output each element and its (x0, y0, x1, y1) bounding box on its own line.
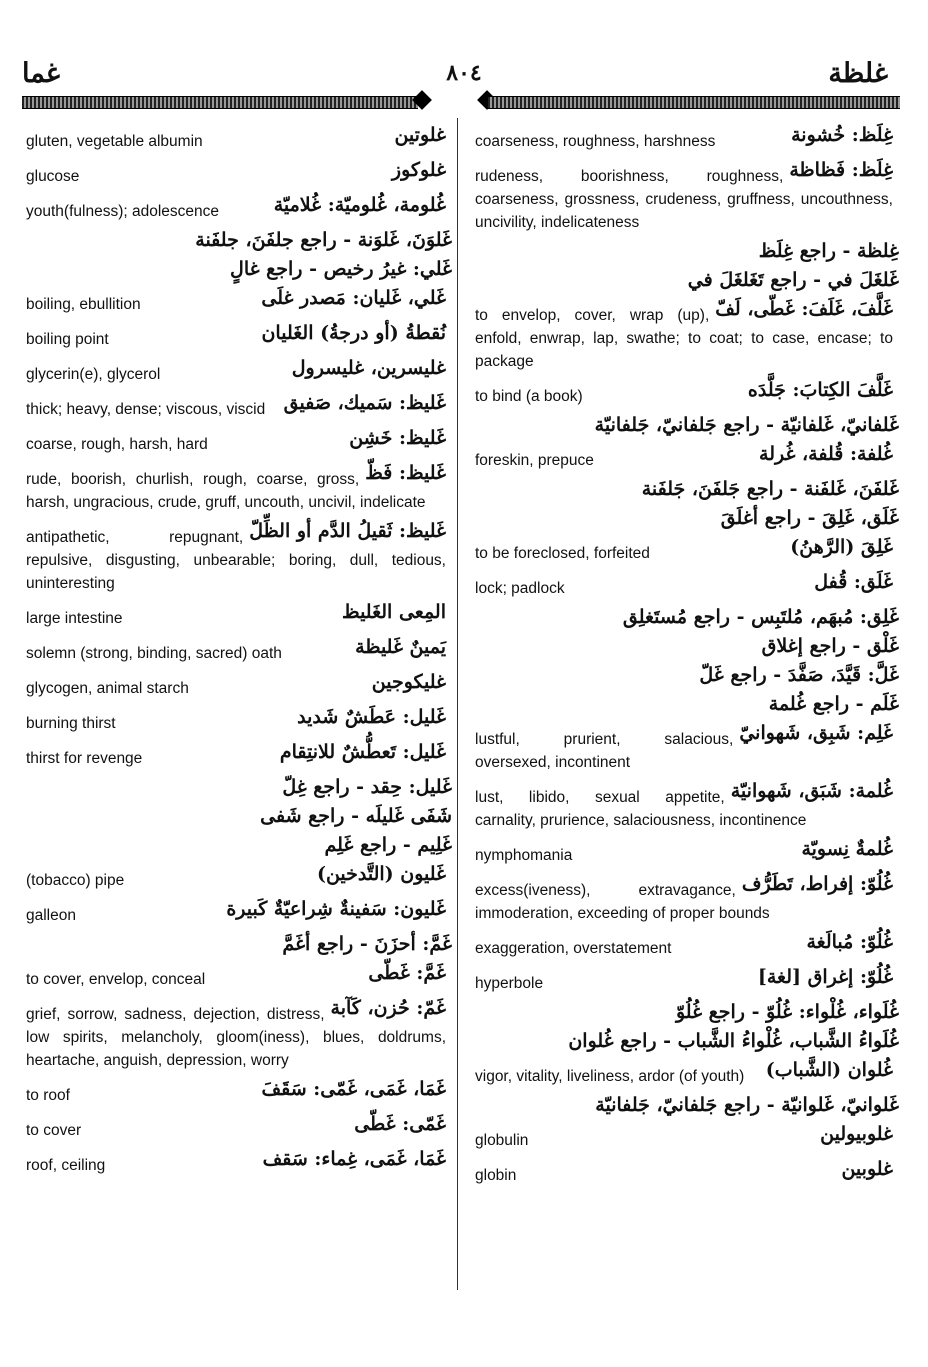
english-definition: globin (475, 1167, 517, 1184)
arabic-headword: غَليل: حِقد - راجع غِلّ (282, 776, 452, 798)
dictionary-entry (475, 1123, 893, 1152)
english-definition: thirst for revenge (26, 750, 143, 767)
dictionary-entry (26, 229, 452, 252)
english-definition: to be foreclosed, forfeited (475, 545, 650, 562)
arabic-headword: غَمَا، غَمَى، غِماء: سَقف (262, 1148, 446, 1170)
arabic-headword: غلوتين (394, 124, 446, 146)
english-definition: boiling, ebullition (26, 296, 141, 313)
english-definition: glucose (26, 168, 80, 185)
dictionary-entry (475, 478, 899, 501)
dictionary-entry (475, 931, 893, 960)
arabic-headword: غُلُوّ: إفراط، تَطَرُّف (741, 873, 893, 895)
english-definition: to bind (a book) (475, 388, 583, 405)
arabic-headword: غلوكوز (391, 159, 446, 181)
dictionary-entry (26, 863, 446, 892)
dictionary-entry (26, 962, 446, 991)
english-definition: to envelop, cover, wrap (up), enfold, enwrap, lap, swathe; to coat; to case, encase; to package (475, 307, 893, 370)
arabic-headword: نُقطةُ (أو درجةُ) الغَليان (261, 322, 446, 344)
arabic-headword: غلوبيولين (820, 1123, 893, 1145)
english-definition: boiling point (26, 331, 109, 348)
arabic-headword: غَلْق - راجع إغلاق (761, 635, 899, 657)
dictionary-entry (475, 780, 893, 832)
english-definition: solemn (strong, binding, sacred) oath (26, 645, 282, 662)
arabic-headword: غَلي: غيرُ رخيص - راجع غالٍ (230, 258, 452, 280)
dictionary-entry (26, 520, 446, 595)
arabic-headword: غَمَّ: أحزَنَ - راجع أغَمَّ (282, 933, 452, 955)
arabic-headword: غليسرين، غليسرول (291, 357, 446, 379)
english-definition: to roof (26, 1087, 70, 1104)
dictionary-entry (26, 427, 446, 456)
right-column (475, 124, 899, 1193)
english-definition: excess(iveness), extravagance, immoderation, exceeding of proper bounds (475, 882, 770, 922)
english-definition: galleon (26, 907, 76, 924)
page-number: ٨٠٤ (446, 60, 482, 86)
english-definition: thick; heavy, dense; viscous, viscid (26, 401, 266, 418)
dictionary-entry (26, 898, 446, 927)
arabic-headword: غَمَّ: غَطّى (368, 962, 446, 984)
english-definition: gluten, vegetable albumin (26, 133, 203, 150)
dictionary-entry (26, 392, 446, 421)
arabic-headword: غَلِق: مُبهَم، مُلتَبِس - راجع مُستَغلِق (622, 606, 899, 628)
english-definition: antipathetic, repugnant, repulsive, disgusting, unbearable; boring, dull, tedious, uninteresting (26, 529, 446, 592)
english-definition: lock; padlock (475, 580, 565, 597)
dictionary-entry (26, 322, 446, 351)
english-definition: glycogen, animal starch (26, 680, 189, 697)
english-definition: rudeness, boorishness, roughness, coarseness, grossness, crudeness, gruffness, uncouthness, uncivility, indelicateness (475, 168, 893, 231)
dictionary-entry (475, 507, 899, 530)
dictionary-entry (26, 636, 446, 665)
dictionary-entry (26, 258, 452, 281)
arabic-headword: غَمّى: غَطّى (354, 1113, 446, 1135)
english-definition: vigor, vitality, liveliness, ardor (of youth) (475, 1068, 745, 1085)
dictionary-entry (475, 838, 893, 867)
english-definition: glycerin(e), glycerol (26, 366, 161, 383)
arabic-headword: غَلَّفَ، غَلَفَ: غَطّى، لَفّ (715, 298, 893, 320)
dictionary-entry (475, 124, 893, 153)
arabic-headword: غُلفة: قُلفة، غُرلة (759, 443, 893, 465)
english-definition: lustful, prurient, salacious, oversexed, incontinent (475, 731, 734, 771)
arabic-headword: غَلِيم - راجع غَلِم (324, 834, 452, 856)
dictionary-entry (475, 159, 893, 234)
english-definition: globulin (475, 1132, 529, 1149)
english-definition: rude, boorish, churlish, rough, coarse, gross, harsh, ungracious, crude, gruff, uncouth, uncivil, indelicate (26, 471, 426, 511)
dictionary-entry (26, 194, 446, 223)
dictionary-entry (475, 1030, 899, 1053)
english-definition: hyperbole (475, 975, 544, 992)
english-definition: (tobacco) pipe (26, 872, 125, 889)
arabic-headword: غُلوان (الشَّباب) (765, 1059, 893, 1081)
arabic-headword: غَلي، غَليان: مَصدر غلَى (261, 287, 446, 309)
dictionary-entry (475, 240, 899, 263)
arabic-headword: غَليظ: خَشِن (349, 427, 446, 449)
dictionary-entry (475, 1001, 899, 1024)
guide-word-left: غما (22, 58, 60, 89)
dictionary-entry (475, 571, 893, 600)
english-definition: nymphomania (475, 847, 573, 864)
arabic-headword: غُلَواءُ الشَّباب، غُلْواءُ الشَّباب - راجع غُلوان (568, 1030, 899, 1052)
arabic-headword: غَلفَنَ، غَلفَنة - راجع جَلفَنَ، جَلفَنة (641, 478, 899, 500)
arabic-headword: غَمَا، غَمَى، غَمّى: سَقَفَ (261, 1078, 446, 1100)
arabic-headword: غَليظ: ثَقيلُ الدَّم أو الظِّلّ (249, 520, 446, 542)
arabic-headword: يَمينٌ غَليظة (355, 636, 446, 658)
arabic-headword: غَلغَلَ في - راجع تَغَلغَلَ في (687, 269, 899, 291)
dictionary-entry (26, 357, 446, 386)
arabic-headword: غَليظ: سَميك، صَفيق (283, 392, 446, 414)
arabic-headword: غِلظة - راجع غِلَظ (758, 240, 899, 262)
arabic-headword: غَلِقَ (الرَّهنُ) (790, 536, 893, 558)
dictionary-entry (26, 741, 446, 770)
dictionary-entry (26, 671, 446, 700)
dictionary-entry (26, 124, 446, 153)
dictionary-entry (475, 966, 893, 995)
english-definition: to cover, envelop, conceal (26, 971, 206, 988)
dictionary-entry (475, 298, 893, 373)
arabic-headword: غَلَّ: قَيَّدَ، صَفَّدَ - راجع غَلّ (699, 664, 899, 686)
dictionary-entry (26, 834, 452, 857)
dictionary-entry (26, 462, 446, 514)
arabic-headword: غَلَم - راجع غُلمة (768, 693, 899, 715)
arabic-headword: غُلمة: شَبَق، شَهوانيّة (730, 780, 893, 802)
dictionary-entry (26, 159, 446, 188)
dictionary-entry (475, 635, 899, 658)
english-definition: youth(fulness); adolescence (26, 203, 220, 220)
dictionary-entry (26, 1078, 446, 1107)
dictionary-entry (475, 664, 899, 687)
dictionary-entry (475, 1158, 893, 1187)
arabic-headword: غُلُوّ: إغراق [لغة] (757, 966, 893, 988)
arabic-headword: شَفَى غَليلَه - راجع شَفى (260, 805, 452, 827)
arabic-headword: غَلفانيّ، غَلفانيّة - راجع جَلفانيّ، جَلفانيّة (594, 414, 899, 436)
arabic-headword: غَلَق: قُفل (814, 571, 893, 593)
dictionary-entry (475, 379, 893, 408)
arabic-headword: غلوبين (841, 1158, 893, 1180)
english-definition: to cover (26, 1122, 82, 1139)
dictionary-entry (26, 601, 446, 630)
english-definition: coarseness, roughness, harshness (475, 133, 716, 150)
arabic-headword: غَلوَنَ، غَلوَنة - راجع جلفَنَ، جلفَنة (195, 229, 452, 251)
english-definition: exaggeration, overstatement (475, 940, 672, 957)
dictionary-entry (26, 706, 446, 735)
arabic-headword: غَلَّفَ الكِتابَ: جَلَّدَه (747, 379, 893, 401)
arabic-headword: غُلَواء، غُلْواء: غُلُوّ - راجع غُلُوّ (675, 1001, 899, 1023)
english-definition: large intestine (26, 610, 123, 627)
dictionary-entry (475, 693, 899, 716)
dictionary-entry (26, 1113, 446, 1142)
dictionary-entry (475, 269, 899, 292)
dictionary-entry (475, 414, 899, 437)
arabic-headword: غَليظ: فَظّ (365, 462, 446, 484)
dictionary-entry (475, 873, 893, 925)
arabic-headword: غَليون (التَّدخين) (316, 863, 446, 885)
english-definition: burning thirst (26, 715, 116, 732)
arabic-headword: غِلَظ: خُشونة (791, 124, 893, 146)
dictionary-entry (26, 776, 452, 799)
guide-word-right: غلظة (828, 58, 888, 89)
english-definition: coarse, rough, harsh, hard (26, 436, 208, 453)
dictionary-entry (26, 805, 452, 828)
arabic-headword: غُلمةٌ نِسويّة (801, 838, 893, 860)
dictionary-entry (475, 606, 899, 629)
arabic-headword: غليكوجين (371, 671, 446, 693)
column-divider (457, 118, 458, 1290)
arabic-headword: غُلومة، غُلوميّة: غُلاميّة (273, 194, 446, 216)
arabic-headword: غَلَق، غَلِقَ - راجع أغلَقَ (720, 507, 899, 529)
arabic-headword: غُلُوّ: مُبالَغة (806, 931, 893, 953)
dictionary-entry (26, 933, 452, 956)
english-definition: foreskin, prepuce (475, 452, 594, 469)
arabic-headword: غَلِم: شَبِق، شَهوانيّ (739, 722, 893, 744)
arabic-headword: غَليل: تَعطُّشٌ للانتِقام (279, 741, 446, 763)
arabic-headword: غِلَظ: فَظاظة (789, 159, 893, 181)
dictionary-entry (26, 287, 446, 316)
arabic-headword: المِعى الغَليظ (342, 601, 446, 623)
dictionary-entry (26, 997, 446, 1072)
arabic-headword: غَمّ: حُزن، كَآبة (330, 997, 446, 1019)
header-rule-right (488, 96, 900, 109)
page-header (0, 0, 928, 120)
left-column (26, 124, 452, 1183)
dictionary-entry (26, 1148, 446, 1177)
dictionary-entry (475, 443, 893, 472)
dictionary-entry (475, 536, 893, 565)
dictionary-entry (475, 722, 893, 774)
dictionary-entry (475, 1059, 893, 1088)
english-definition: lust, libido, sexual appetite, carnality, prurience, salaciousness, incontinence (475, 789, 807, 829)
english-definition: grief, sorrow, sadness, dejection, distress, low spirits, melancholy, gloom(iness), blues, doldrums, heartache, anguish, depression, worry (26, 1006, 446, 1069)
arabic-headword: غَليل: عَطَشٌ شَديد (297, 706, 446, 728)
arabic-headword: غَليون: سَفينةٌ شِراعيّةٌ كَبيرة (226, 898, 446, 920)
dictionary-entry (475, 1094, 899, 1117)
english-definition: roof, ceiling (26, 1157, 106, 1174)
header-rule-left (22, 96, 418, 109)
arabic-headword: غَلوانيّ، غَلوانيّة - راجع جَلفانيّ، جَلفانيّة (595, 1094, 899, 1116)
